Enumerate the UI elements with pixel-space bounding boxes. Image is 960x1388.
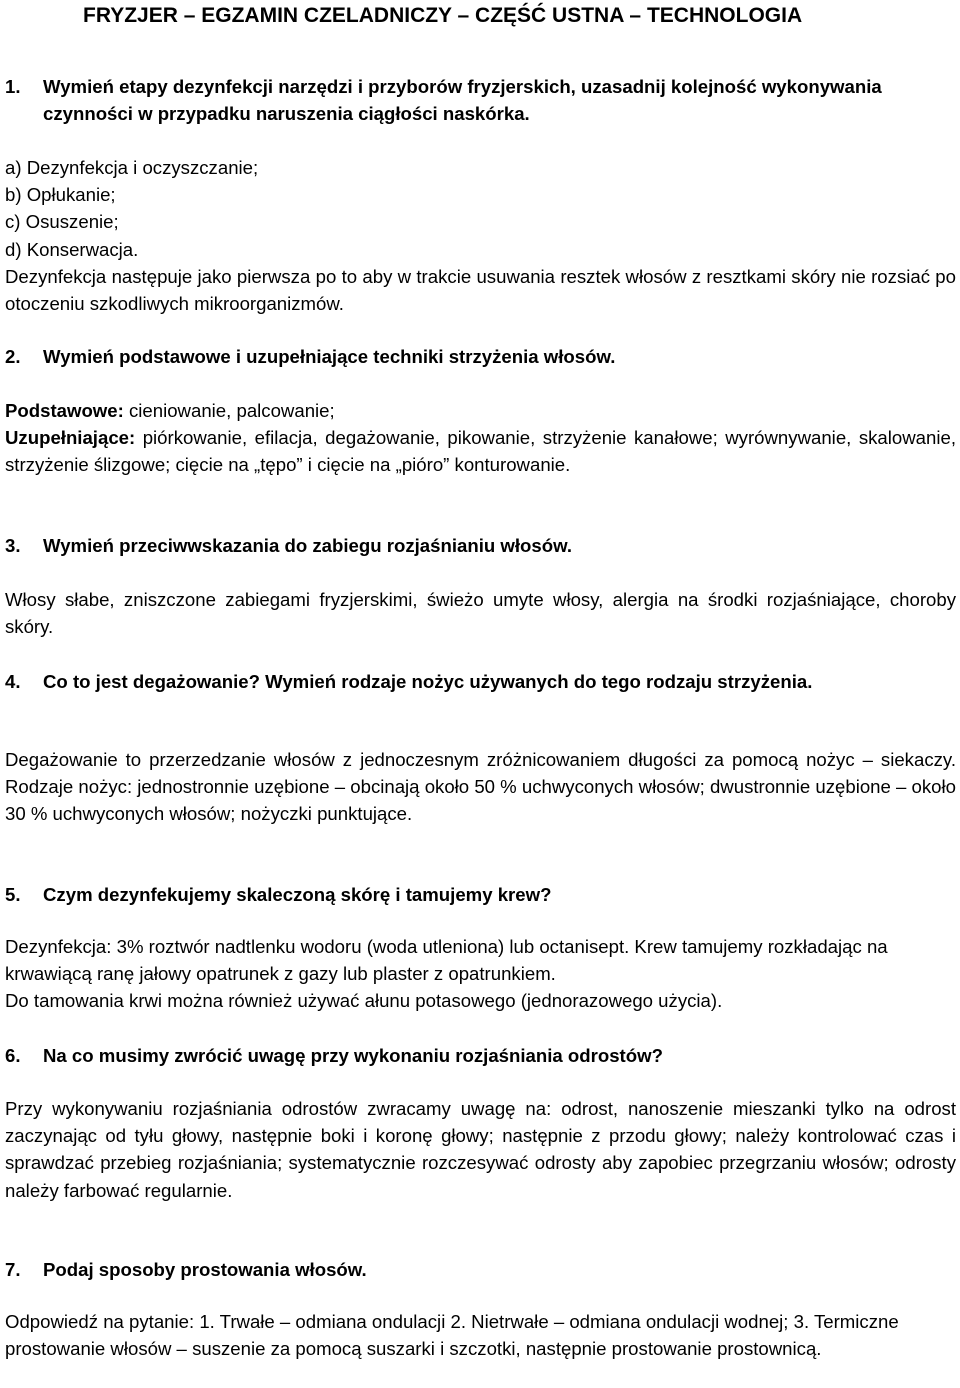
question-text: Wymień przeciwwskazania do zabiegu rozjaśnianiu włosów. [43, 535, 573, 556]
question-6-answer: Przy wykonywaniu rozjaśniania odrostów zwracamy uwagę na: odrost, nanoszenie mieszanki tylko na odrost zaczynając od tyłu głowy, następnie boki i koronę głowy; następnie z przodu głowy; należy kontrolować czas i sprawdzać przebieg rozjaśniania; systematycznie rozczesywać odrosty aby zapobiec przegrzaniu włosów; odrosty należy farbować regularnie. [5, 1098, 956, 1201]
question-number: 7. [5, 1259, 21, 1280]
question-number: 3. [5, 535, 21, 556]
question-2-heading [5, 343, 956, 370]
step-item: b) Opłukanie; [5, 184, 116, 206]
question-5-heading [5, 881, 956, 908]
question-text: Czym dezynfekujemy skaleczoną skórę i tamujemy krew? [43, 884, 552, 905]
question-number: 5. [5, 884, 21, 905]
basic-text: cieniowanie, palcowanie; [123, 400, 335, 421]
question-number: 1. [5, 76, 21, 97]
basic-label: Podstawowe: [5, 400, 124, 421]
question-3-answer: Włosy słabe, zniszczone zabiegami fryzjerskimi, świeżo umyte włosy, alergia na środki rozjaśniające, choroby skóry. [5, 589, 956, 638]
document-title: FRYZJER – EGZAMIN CZELADNICZY – CZĘŚĆ USTNA – TECHNOLOGIA [83, 4, 803, 27]
extra-text: piórkowanie, efilacja, degażowanie, pikowanie, strzyżenie kanałowe; wyrównywanie, skalowanie, strzyżenie ślizgowe; cięcie na „tępo” i cięcie na „pióro” konturowanie. [5, 427, 956, 476]
step-item: d) Konserwacja. [5, 238, 139, 260]
question-1-heading [5, 73, 956, 127]
question-text: Wymień etapy dezynfekcji narzędzi i przyborów fryzjerskich, uzasadnij kolejność wykonywania czynności w przypadku naruszenia ciągłości naskórka. [43, 76, 882, 125]
question-1-steps [5, 154, 956, 263]
step-item: a) Dezynfekcja i oczyszczanie; [5, 157, 259, 178]
question-text: Podaj sposoby prostowania włosów. [43, 1259, 367, 1280]
extra-label: Uzupełniające: [5, 427, 136, 448]
question-number: 6. [5, 1045, 21, 1066]
question-7-answer: Odpowiedź na pytanie: 1. Trwałe – odmiana ondulacji 2. Nietrwałe – odmiana ondulacji wodnej; 3. Termiczne prostowanie włosów – suszenie za pomocą suszarki i szczotki, następnie prostowanie prostownicą. [5, 1311, 899, 1360]
step-item: c) Osuszenie; [5, 211, 119, 233]
question-text: Na co musimy zwrócić uwagę przy wykonaniu rozjaśniania odrostów? [43, 1045, 663, 1066]
question-1-answer: Dezynfekcja następuje jako pierwsza po to aby w trakcie usuwania resztek włosów z resztkami skóry nie rozsiać po otoczeniu szkodliwych mikroorganizmów. [5, 266, 956, 315]
question-number: 4. [5, 671, 21, 692]
question-4-answer: Degażowanie to przerzedzanie włosów z jednoczesnym zróżnicowaniem długości za pomocą nożyc – siekaczy. Rodzaje nożyc: jednostronnie uzębione – obcinają około 50 % uchwyconych włosów; dwustronnie uzębione – około 30 % uchwyconych włosów; nożyczki punktujące. [5, 749, 956, 825]
question-3-heading [5, 532, 956, 559]
question-5-answer: Dezynfekcja: 3% roztwór nadtlenku wodoru (woda utleniona) lub octanisept. Krew tamujemy rozkładając na krwawiącą ranę jałowy opatrunek z gazy lub plaster z opatrunkiem. [5, 936, 888, 985]
question-number: 2. [5, 346, 21, 367]
question-2-extra [5, 424, 956, 478]
question-text: Co to jest degażowanie? Wymień rodzaje nożyc używanych do tego rodzaju strzyżenia. [43, 671, 813, 692]
question-7-heading [5, 1256, 956, 1283]
question-text: Wymień podstawowe i uzupełniające techniki strzyżenia włosów. [43, 346, 616, 367]
question-4-heading [5, 668, 956, 695]
question-6-heading [5, 1042, 956, 1069]
question-5-answer-2: Do tamowania krwi można również używać ałunu potasowego (jednorazowego użycia). [5, 990, 723, 1011]
question-2-basic [5, 397, 956, 424]
